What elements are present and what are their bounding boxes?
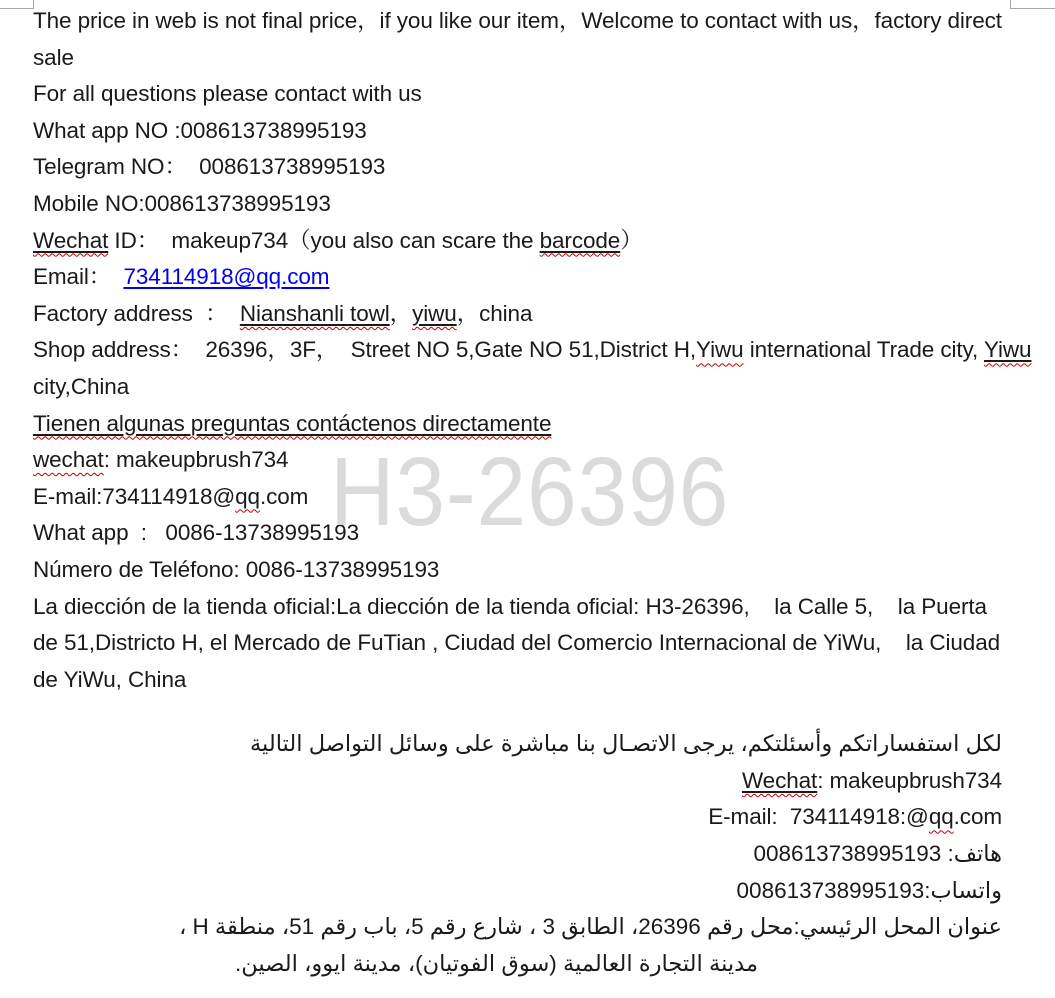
misspelled-word: wechat bbox=[33, 447, 104, 473]
text-line bbox=[33, 726, 1002, 763]
text-run: La diección de la tienda oficial:La diección de la tienda oficial: H3-26396, la Calle 5, la Puerta bbox=[33, 593, 987, 619]
underlined-misspelled-word bbox=[240, 301, 390, 326]
text-line bbox=[33, 836, 1002, 873]
text-line bbox=[33, 259, 1002, 296]
text-run: ， bbox=[389, 300, 413, 326]
text-run: Factory address ： bbox=[33, 300, 240, 326]
text-run: واتساب:008613738995193 bbox=[736, 877, 1002, 903]
text-run: The price in web is not final price，if you like our item，Welcome to contact with us，factory direct bbox=[33, 8, 1002, 33]
text-line bbox=[33, 946, 1002, 983]
spellcheck-squiggle: Nianshanli towl bbox=[239, 300, 390, 326]
underlined-misspelled-word bbox=[742, 768, 817, 793]
text-line bbox=[33, 76, 1002, 113]
text-run: Número de Teléfono: 0086-13738995193 bbox=[33, 556, 440, 582]
text-run: ，china bbox=[456, 300, 533, 326]
text-line bbox=[33, 479, 1002, 516]
table-border-fragment-left bbox=[0, 0, 34, 9]
spellcheck-squiggle: Tienen algunas preguntas contáctenos directamente bbox=[33, 410, 552, 436]
text-run: For all questions please contact with us bbox=[33, 81, 422, 107]
spellcheck-squiggle: Wechat bbox=[741, 767, 818, 793]
spellcheck-squiggle: barcode bbox=[539, 227, 621, 253]
text-line bbox=[33, 406, 1002, 443]
text-line bbox=[33, 589, 1002, 626]
text-run: هاتف: 008613738995193 bbox=[753, 841, 1002, 867]
text-line bbox=[33, 909, 1002, 946]
text-line bbox=[33, 442, 1002, 479]
misspelled-word: qq bbox=[235, 483, 260, 509]
watermark-text: H3-26396 bbox=[330, 437, 730, 546]
text-run: Mobile NO:008613738995193 bbox=[33, 190, 331, 216]
text-line bbox=[33, 296, 1002, 333]
text-run: Shop address： 26396，3F， Street NO 5,Gate NO 51,District H, bbox=[33, 337, 697, 363]
misspelled-word: qq bbox=[928, 804, 954, 830]
text-line bbox=[33, 799, 1002, 836]
document-body bbox=[33, 3, 1032, 982]
text-run: What app : 0086-13738995193 bbox=[33, 520, 360, 546]
table-border-fragment-right bbox=[1010, 0, 1055, 9]
text-line bbox=[33, 223, 1002, 260]
spellcheck-squiggle: yiwu bbox=[412, 300, 457, 326]
spellcheck-squiggle: Wechat bbox=[33, 227, 109, 253]
text-line bbox=[33, 149, 1002, 186]
underlined-misspelled-word bbox=[33, 228, 108, 253]
text-line bbox=[33, 625, 1002, 662]
text-line bbox=[33, 113, 1002, 150]
text-run: لكل استفساراتكم وأسئلتكم، يرجى الاتصـال بنا مباشرة على وسائل التواصل التالية bbox=[249, 731, 1002, 757]
text-line bbox=[33, 515, 1002, 552]
text-line bbox=[33, 3, 1002, 40]
text-run: city,China bbox=[33, 373, 130, 399]
underlined-misspelled-word bbox=[540, 228, 621, 253]
underlined-misspelled-word bbox=[984, 337, 1032, 362]
text-run: عنوان المحل الرئيسي:محل رقم 26396، الطابق 3 ، شارع رقم 5، باب رقم 51، منطقة H ، bbox=[179, 914, 1002, 940]
text-run: : makeupbrush734 bbox=[817, 767, 1002, 793]
text-line bbox=[33, 763, 1002, 800]
spellcheck-squiggle: Yiwu bbox=[983, 337, 1032, 363]
text-run: E-mail:734114918@ bbox=[33, 483, 236, 509]
text-run: Email： bbox=[33, 264, 124, 290]
text-line bbox=[33, 332, 1032, 369]
email-link[interactable]: 734114918@qq.com bbox=[123, 264, 330, 290]
text-run: sale bbox=[33, 44, 74, 70]
underlined-misspelled-word bbox=[412, 301, 457, 326]
text-run: مدينة التجارة العالمية (سوق الفوتيان)، مدينة ايوو، الصين. bbox=[235, 950, 758, 976]
text-line bbox=[33, 369, 1002, 406]
text-run: de 51,Districto H, el Mercado de FuTian , Ciudad del Comercio Internacional de YiWu, la Ciudad bbox=[33, 630, 1001, 656]
misspelled-word: Yiwu bbox=[696, 337, 744, 363]
text-run: What app NO :008613738995193 bbox=[33, 117, 367, 143]
text-line bbox=[33, 40, 1002, 77]
text-line bbox=[33, 186, 1002, 223]
text-run: : makeupbrush734 bbox=[103, 447, 289, 473]
text-run: de YiWu, China bbox=[33, 666, 187, 692]
underlined-misspelled-word bbox=[33, 411, 551, 436]
text-run: ） bbox=[620, 227, 643, 253]
text-line bbox=[33, 552, 1002, 589]
text-run: .com bbox=[953, 804, 1002, 830]
text-run: Telegram NO： 008613738995193 bbox=[33, 154, 386, 180]
text-run: international Trade city, bbox=[743, 337, 984, 363]
text-run: ID： makeup734（you also can scare the bbox=[108, 227, 540, 253]
text-run: E-mail: 734114918:@ bbox=[708, 804, 929, 830]
text-line bbox=[33, 873, 1002, 910]
text-run: .com bbox=[259, 483, 309, 509]
text-line bbox=[33, 662, 1002, 699]
